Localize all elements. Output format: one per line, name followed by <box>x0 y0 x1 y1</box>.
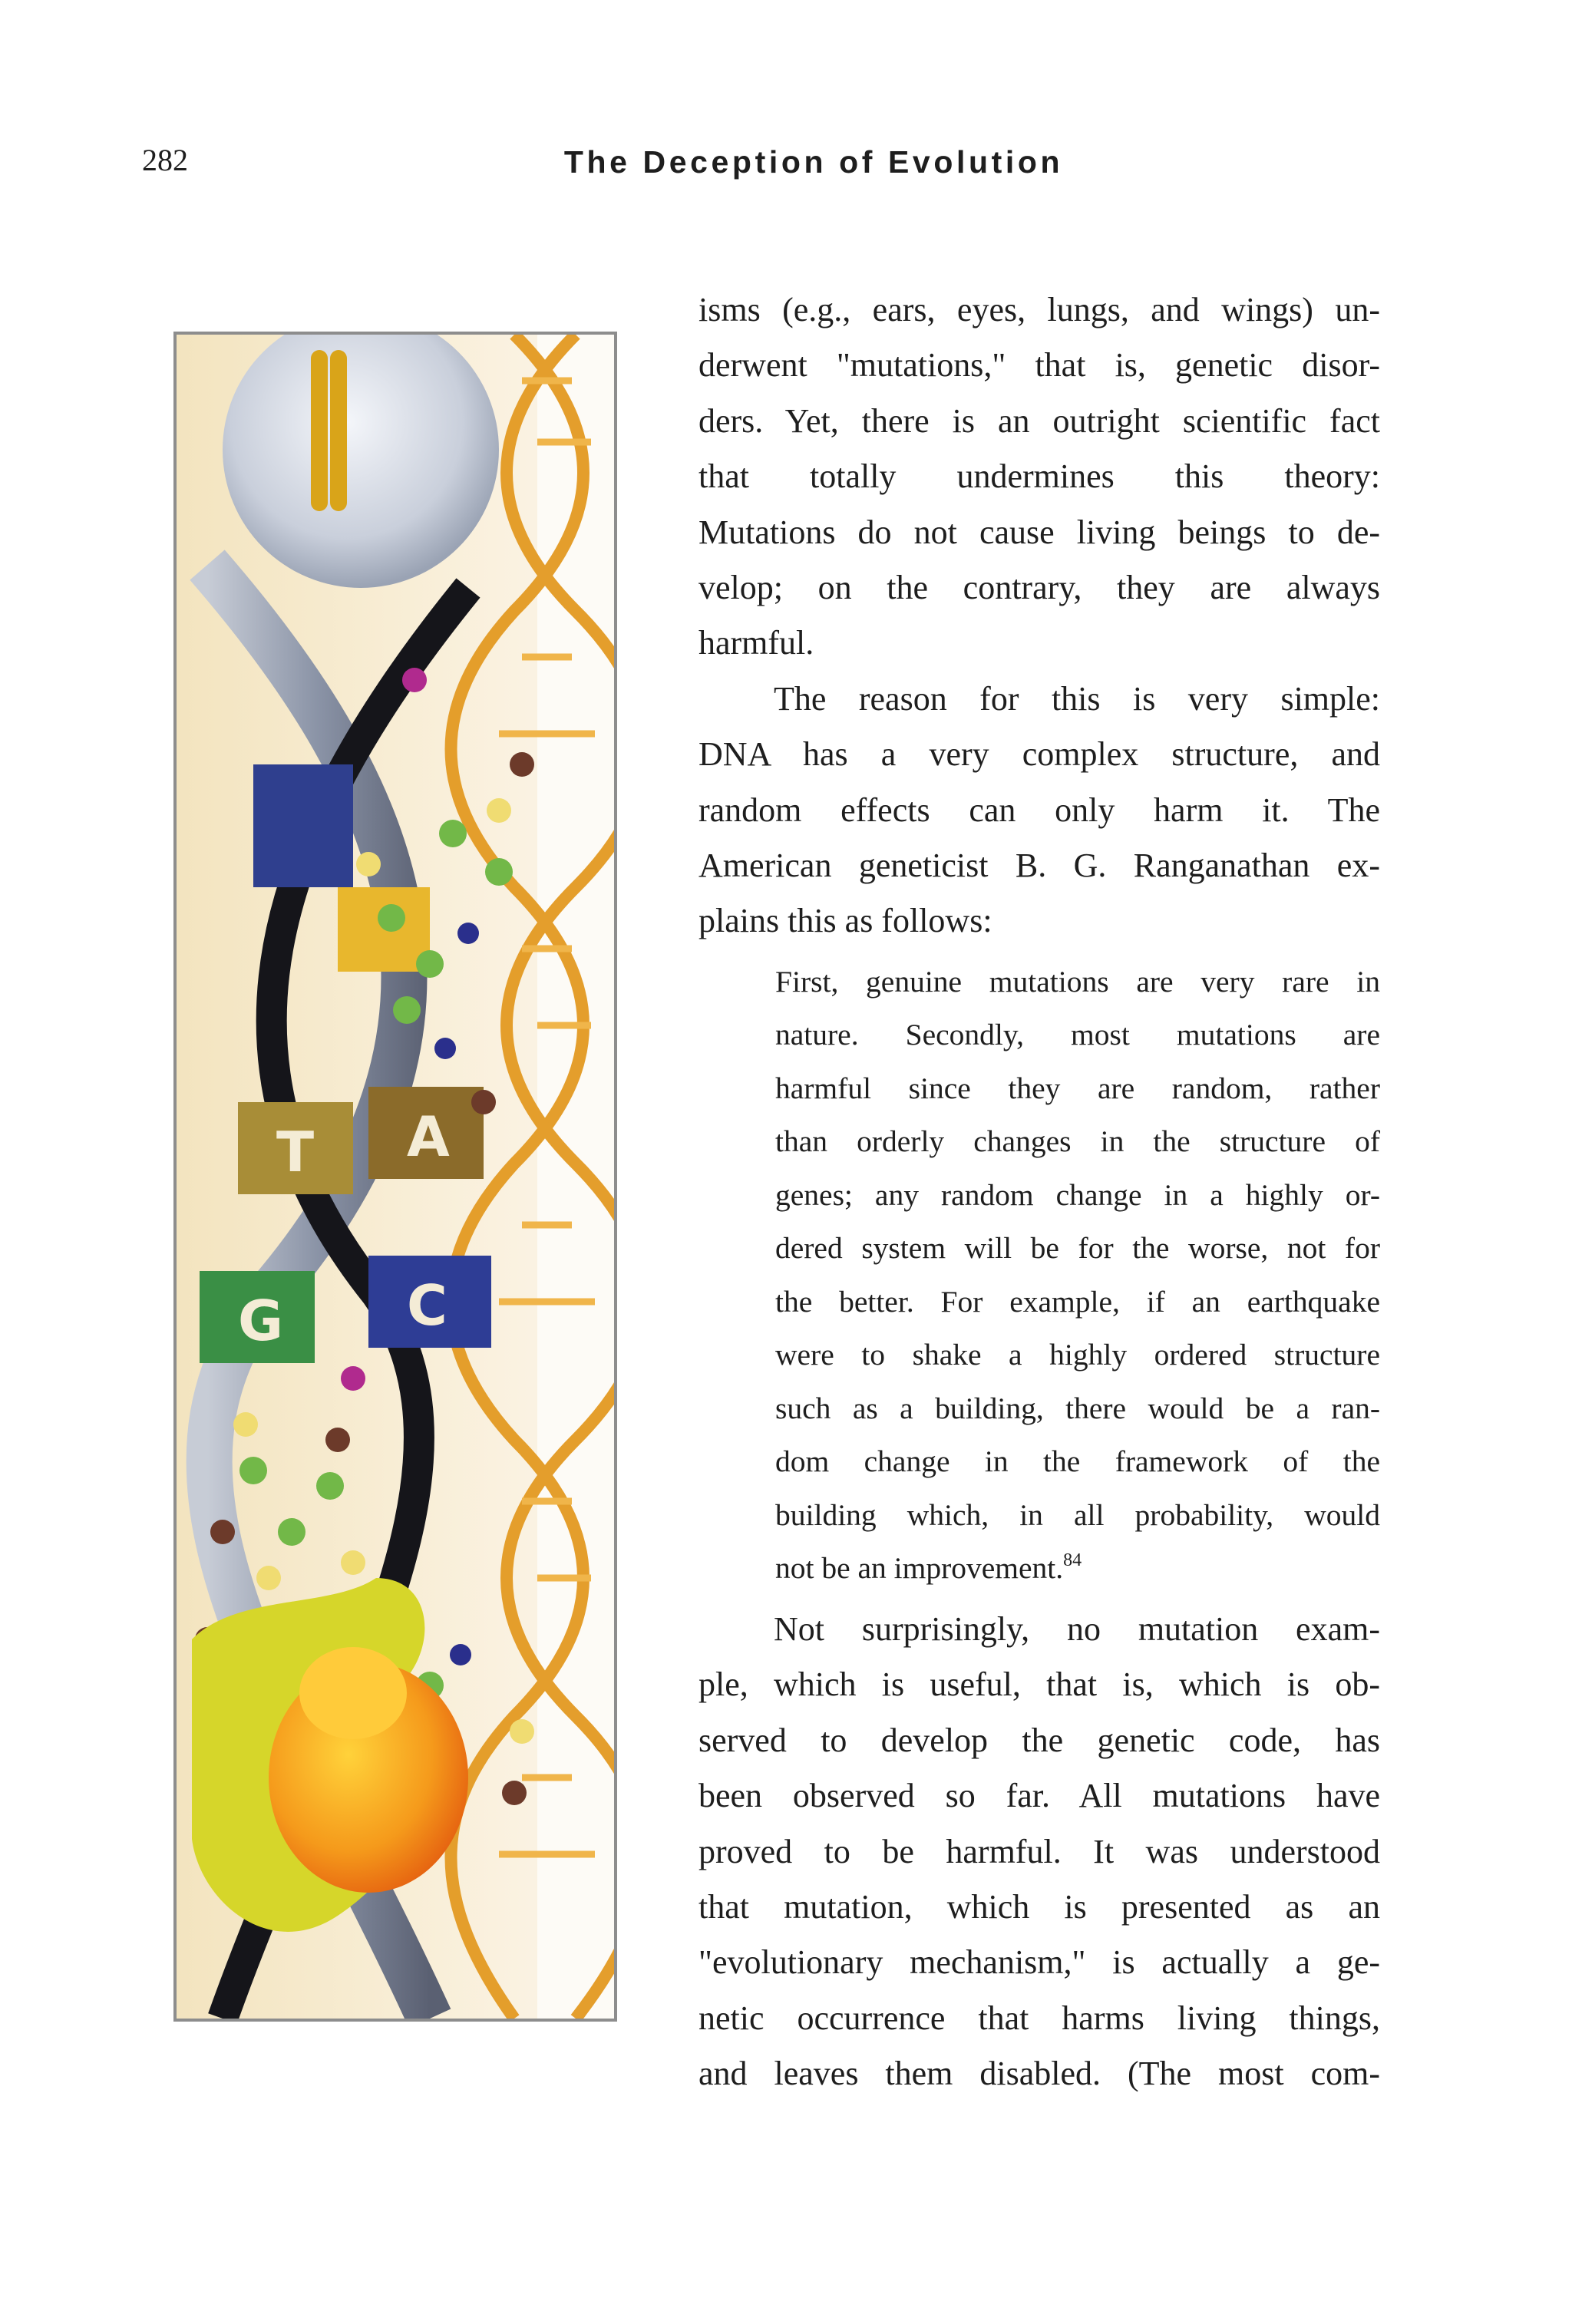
svg-text:C: C <box>407 1273 447 1338</box>
svg-text:G: G <box>238 1289 284 1353</box>
quote-line: were to shake a highly ordered structure <box>775 1338 1380 1372</box>
text-line: ders. Yet, there is an outright scientific fact <box>698 401 1380 440</box>
text-line: harmful. <box>698 624 814 662</box>
text-line: derwent "mutations," that is, genetic disor- <box>698 346 1380 385</box>
dna-illustration <box>173 332 617 2022</box>
body-text-column <box>698 282 1380 2102</box>
text-line: "evolutionary mechanism," is actually a ge- <box>698 1943 1380 1982</box>
quote-line: genes; any random change in a highly or- <box>775 1177 1380 1212</box>
quote-line <box>775 1542 1380 1596</box>
text-line: plains this as follows: <box>698 902 992 940</box>
text-line: that mutation, which is presented as an <box>698 1887 1380 1926</box>
quote-line: First, genuine mutations are very rare in <box>775 964 1380 999</box>
text-line: velop; on the contrary, they are always <box>698 569 1380 607</box>
text-line: that totally undermines this theory: <box>698 457 1380 496</box>
text-line: served to develop the genetic code, has <box>698 1721 1380 1759</box>
svg-text:T: T <box>276 1120 315 1184</box>
quote-line: building which, in all probability, would <box>775 1497 1380 1532</box>
text-line: and leaves them disabled. (The most com- <box>698 2055 1380 2093</box>
quote-line: nature. Secondly, most mutations are <box>775 1018 1380 1052</box>
text-line: been observed so far. All mutations have <box>698 1777 1380 1815</box>
text-line: proved to be harmful. It was understood <box>698 1832 1380 1870</box>
page-number: 282 <box>142 143 188 177</box>
paragraph-2 <box>698 672 1380 949</box>
footnote-marker: 84 <box>1063 1550 1082 1571</box>
paragraph-3 <box>698 1602 1380 2102</box>
text-line: Not surprisingly, no mutation exam- <box>774 1609 1380 1648</box>
quote-line: dered system will be for the worse, not for <box>775 1231 1380 1266</box>
svg-text:A: A <box>407 1104 450 1169</box>
text-line: netic occurrence that harms living things, <box>698 1999 1380 2037</box>
paragraph-1 <box>698 282 1380 672</box>
quote-line: harmful since they are random, rather <box>775 1071 1380 1105</box>
text-line: The reason for this is very simple: <box>774 679 1380 718</box>
block-quote <box>698 956 1380 1596</box>
text-line: DNA has a very complex structure, and <box>698 735 1380 774</box>
quote-last-text: not be an improvement. <box>775 1551 1064 1586</box>
quote-line: such as a building, there would be a ran- <box>775 1391 1380 1425</box>
text-line: American geneticist B. G. Ranganathan ex- <box>698 847 1380 885</box>
text-line: isms (e.g., ears, eyes, lungs, and wings) un- <box>698 291 1380 328</box>
text-line: ple, which is useful, that is, which is ob- <box>698 1665 1380 1704</box>
text-line: random effects can only harm it. The <box>698 791 1380 829</box>
quote-line: dom change in the framework of the <box>775 1444 1380 1479</box>
dna-double-helix-illustration-icon <box>177 335 614 2019</box>
running-title: The Deception of Evolution <box>563 144 1064 180</box>
quote-line: the better. For example, if an earthquake <box>775 1284 1380 1319</box>
text-line: Mutations do not cause living beings to de- <box>698 513 1380 551</box>
quote-line: than orderly changes in the structure of <box>775 1124 1380 1159</box>
